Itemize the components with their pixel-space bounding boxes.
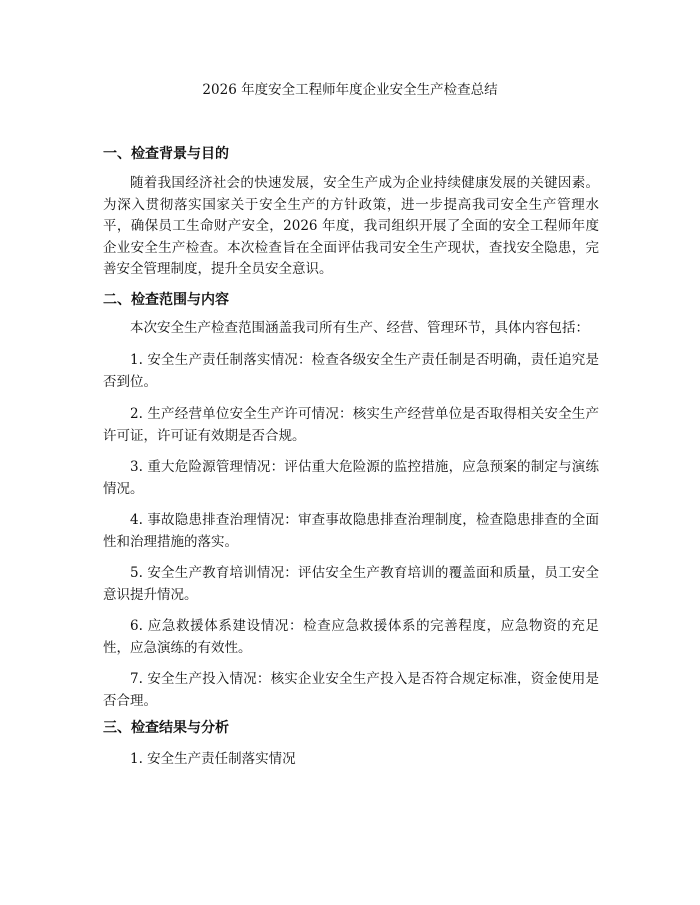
document-title: 2026 年度安全工程师年度企业安全生产检查总结 bbox=[202, 82, 498, 98]
list-item-scope-3: 3. 重大危险源管理情况：评估重大危险源的监控措施，应急预案的制定与演练情况。 bbox=[103, 459, 599, 497]
list-item-results-1: 1. 安全生产责任制落实情况 bbox=[130, 751, 296, 767]
list-item-scope-7: 7. 安全生产投入情况：核实企业安全生产投入是否符合规定标准，资金使用是否合理。 bbox=[103, 671, 599, 709]
paragraph-scope-intro: 本次安全生产检查范围涵盖我司所有生产、经营、管理环节，具体内容包括： bbox=[130, 320, 589, 336]
list-item-scope-1: 1. 安全生产责任制落实情况：检查各级安全生产责任制是否明确，责任追究是否到位。 bbox=[103, 352, 599, 390]
section-heading-results: 三、检查结果与分析 bbox=[103, 720, 229, 736]
list-item-scope-5: 5. 安全生产教育培训情况：评估安全生产教育培训的覆盖面和质量，员工安全意识提升情况。 bbox=[103, 565, 599, 603]
section-heading-scope: 二、检查范围与内容 bbox=[103, 292, 229, 308]
paragraph-background: 随着我国经济社会的快速发展，安全生产成为企业持续健康发展的关键因素。为深入贯彻落实国家关于安全生产的方针政策，进一步提高我司安全生产管理水平，确保员工生命财产安全，2026 年度，我司组织开展了全面的安全工程师年度企业安全生产检查。本次检查旨在全面评估我司安全生产现状，查找安全隐患，完善安全管理制度，提升全员安全意识。 bbox=[103, 175, 599, 277]
list-item-scope-6: 6. 应急救援体系建设情况：检查应急救援体系的完善程度，应急物资的充足性，应急演练的有效性。 bbox=[103, 618, 599, 656]
list-item-scope-2: 2. 生产经营单位安全生产许可情况：核实生产经营单位是否取得相关安全生产许可证，许可证有效期是否合规。 bbox=[103, 406, 599, 444]
section-heading-background: 一、检查背景与目的 bbox=[103, 146, 229, 162]
list-item-scope-4: 4. 事故隐患排查治理情况：审查事故隐患排查治理制度，检查隐患排查的全面性和治理措施的落实。 bbox=[103, 512, 599, 550]
